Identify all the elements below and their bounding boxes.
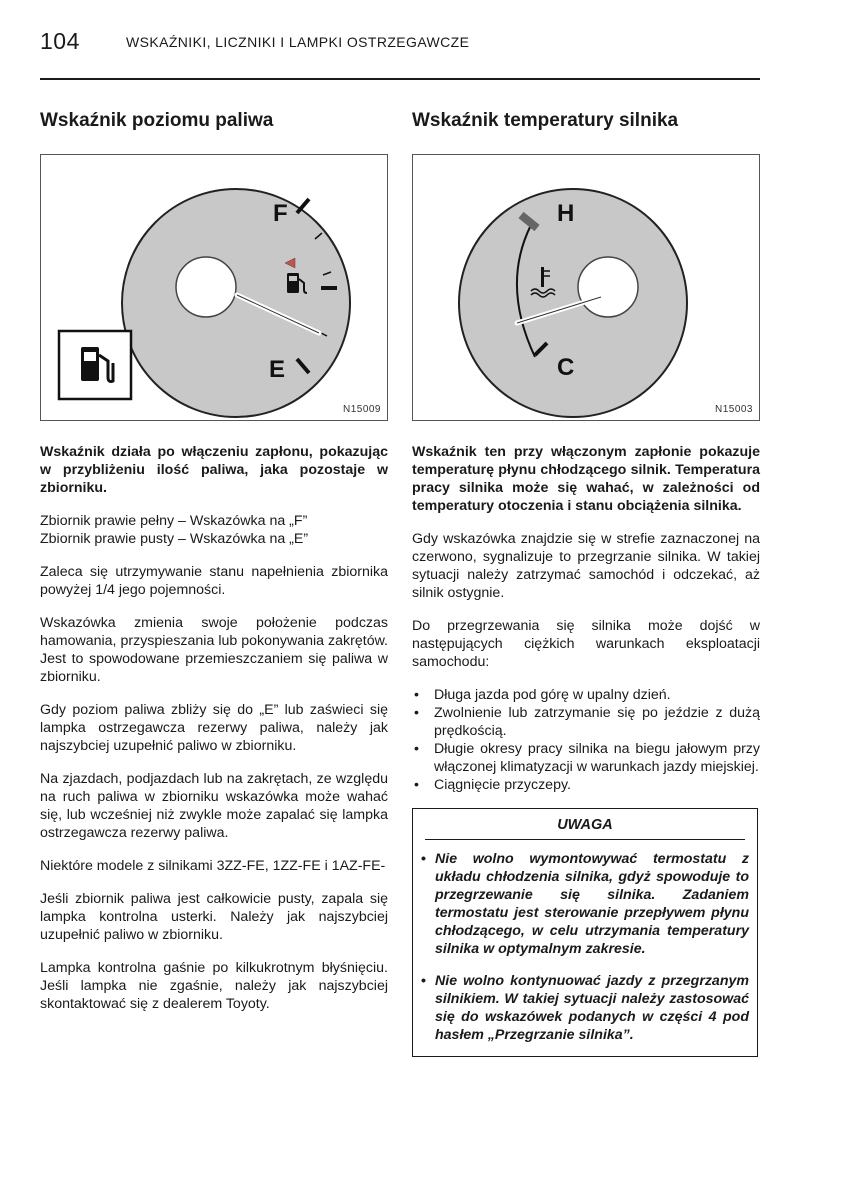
- warning-item: [421, 850, 749, 958]
- cold-mark: C: [557, 354, 575, 381]
- hot-mark: H: [557, 200, 575, 227]
- warning-item-text: Nie wolno kontynuować jazdy z przegrzanym silnikiem. W takiej sytuacji należy zastosować się do wskazówek podanych w części 4 pod hasłem „Przegrzanie silnika”.: [435, 973, 749, 1043]
- full-mark: F: [273, 200, 288, 227]
- empty-mark: E: [269, 356, 286, 383]
- list-item: • Długa jazda pod górę w upalny dzień.: [412, 686, 760, 704]
- paragraph: Lampka kontrolna gaśnie po kilkukrotnym błyśnięciu. Jeśli lampka nie zgaśnie, należy jak najszybciej skontaktować się z dealerem Toyoty.: [40, 960, 388, 1012]
- temperature-gauge-illustration: [413, 155, 759, 420]
- warning-item: [421, 972, 749, 1044]
- list-item: • Zwolnienie lub zatrzymanie się po jeździe z dużą prędkością.: [412, 704, 760, 740]
- fuel-gauge-section: [40, 110, 388, 1028]
- status-line-empty: Zbiornik prawie pusty – Wskazówka na „E”: [40, 531, 309, 547]
- figure-code: N15003: [714, 404, 753, 415]
- paragraph: Niektóre modele z silnikami 3ZZ-FE, 1ZZ-FE i 1AZ-FE-: [40, 858, 386, 874]
- list-item: • Długie okresy pracy silnika na biegu jałowym przy włączonej klimatyzacji w warunkach jazdy miejskiej.: [412, 740, 760, 776]
- list-item: • Ciągnięcie przyczepy.: [412, 776, 760, 794]
- paragraph: Do przegrzewania się silnika może dojść w następujących ciężkich warunkach eksploatacji samochodu:: [412, 618, 760, 670]
- fuel-gauge-figure: [40, 154, 388, 421]
- fuel-lead-text: Wskaźnik działa po włączeniu zapłonu, pokazując w przybliżeniu ilość paliwa, jaka pozostaje w zbiorniku.: [40, 444, 388, 496]
- temperature-gauge-figure: [412, 154, 760, 421]
- warning-item-text: Nie wolno wymontowywać termostatu z układu chłodzenia silnika, gdyż spowoduje to przegrzewanie się silnika. Zadaniem termostatu jest sterowanie przepływem płynu chłodzącego, w celu utrzymania temperatury silnika w optymalnym zakresie.: [435, 851, 749, 957]
- paragraph: Jeśli zbiornik paliwa jest całkowicie pusty, zapala się lampka kontrolna usterki. Należy jak najszybciej uzupełnić paliwo w zbiorniku.: [40, 891, 388, 943]
- header-rule: [40, 78, 760, 80]
- fuel-warning-lamp-icon: [59, 331, 131, 399]
- temperature-gauge-section: [412, 110, 760, 1057]
- paragraph: Wskazówka zmienia swoje położenie podczas hamowania, przyspieszania lub pokonywania zakrętów. Jest to spowodowane przemieszczaniem się paliwa w zbiorniku.: [40, 615, 388, 685]
- header-title: WSKAŹNIKI, LICZNIKI I LAMPKI OSTRZEGAWCZE: [126, 34, 470, 50]
- paragraph: Gdy wskazówka znajdzie się w strefie zaznaczonej na czerwono, sygnalizuje to przegrzanie silnika. W takiej sytuacji należy zatrzymać samochód i odczekać, aż silnik ostygnie.: [412, 531, 760, 601]
- temperature-lead-text: Wskaźnik ten przy włączonym zapłonie pokazuje temperaturę płynu chłodzącego silnik. Temperatura pracy silnika może się wahać, w zależności od temperatury otoczenia i stanu obciążenia silnika.: [412, 444, 760, 514]
- temperature-gauge-title: Wskaźnik temperatury silnika: [412, 110, 679, 131]
- figure-code: N15009: [342, 404, 381, 415]
- fuel-gauge-illustration: [41, 155, 387, 420]
- paragraph: Zaleca się utrzymywanie stanu napełnienia zbiornika powyżej 1/4 jego pojemności.: [40, 564, 388, 598]
- overheating-conditions-list: [412, 686, 760, 794]
- page-header: [40, 28, 760, 54]
- bullet-icon: •: [421, 973, 426, 989]
- paragraph: Gdy poziom paliwa zbliży się do „E” lub zaświeci się lampka ostrzegawcza rezerwy paliwa, należy jak najszybciej uzupełnić paliwo w zbiorniku.: [40, 702, 388, 754]
- warning-box: [412, 808, 758, 1057]
- status-line-full: Zbiornik prawie pełny – Wskazówka na „F”: [40, 513, 308, 529]
- paragraph: Na zjazdach, podjazdach lub na zakrętach, ze względu na ruch paliwa w zbiorniku wskazówka może wahać się, lub wcześniej niż zwykle może zapalać się lampka ostrzegawcza rezerwy paliwa.: [40, 771, 388, 841]
- fuel-gauge-title: Wskaźnik poziomu paliwa: [40, 110, 274, 131]
- fuel-status-lines: [40, 512, 388, 548]
- bullet-icon: •: [421, 851, 426, 867]
- page-number: 104: [40, 28, 80, 54]
- warning-title: UWAGA: [425, 817, 745, 840]
